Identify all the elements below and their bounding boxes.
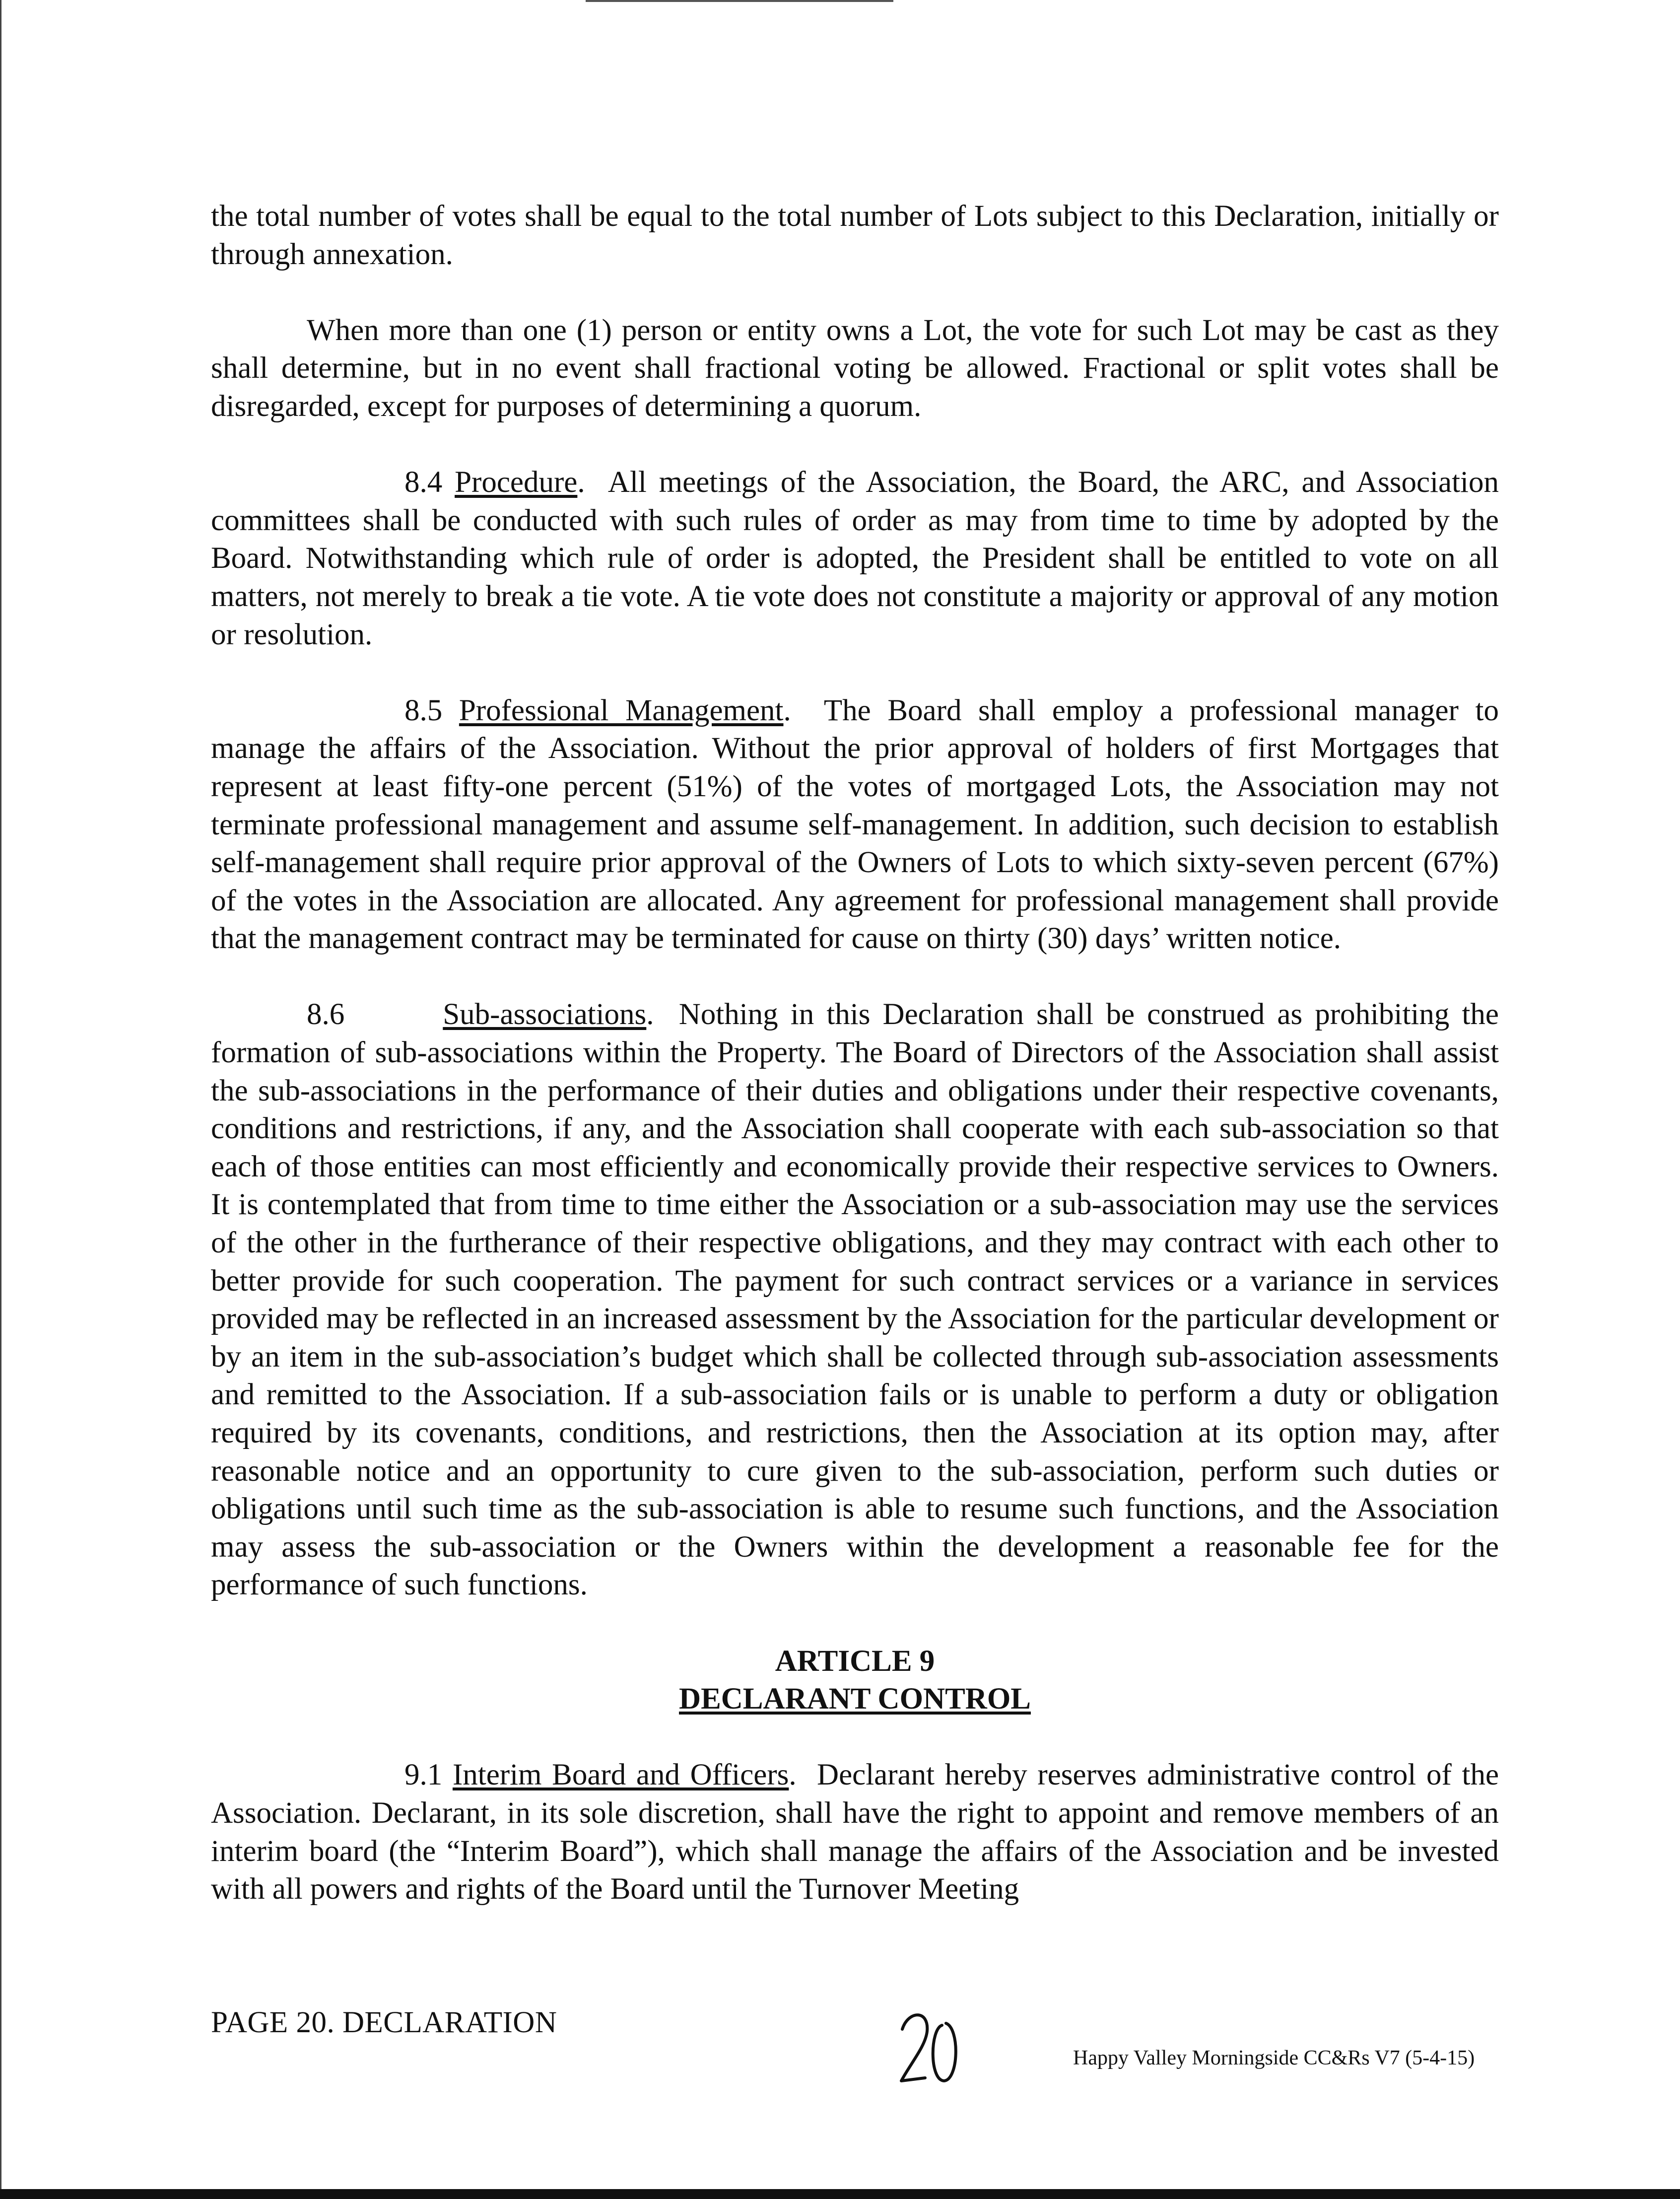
section-title: Sub-associations [443,998,647,1031]
section-body: The Board shall employ a professional manager to manage the affairs of the Association. Without the prior approval of holders of first Mortgages that represent at least fifty-one percent (51%) of the votes of mortgaged Lots, the Association may not terminate professional management and assume self-management. In addition, such decision to establish self-management shall require prior approval of the Owners of Lots to which sixty-seven percent (67%) of the votes in the Association are allocated. Any agreement for professional management shall provide that the management contract may be terminated for cause on thirty (30) days’ written notice. [211,693,1499,956]
scan-artifact-top [586,0,893,2]
section-number: 9.1 [404,1758,443,1792]
scan-edge-bottom [0,2189,1680,2199]
section-number: 8.6 [307,998,345,1031]
article-9-header [211,1643,1499,1718]
section-number: 8.5 [404,693,443,727]
section-8-6: 8.6 Sub-associations. Nothing in this Declaration shall be construed as prohibiting the formation of sub-associations within the Property. The Board of Directors of the Association shall assist the sub-associations in the performance of their duties and obligations under their respective covenants, conditions and restrictions, if any, and the Association shall cooperate with each sub-association so that each of those entities can most efficiently and economically provide their respective services to Owners. It is contemplated that from time to time either the Association or a sub-association may use the services of the other in the furtherance of their respective obligations, and they may contract with each other to better provide for such cooperation. The payment for such contract services or a variance in services provided may be reflected in an increased assessment by the Association for the particular development or by an item in the sub-association’s budget which shall be collected through sub-association assessments and remitted to the Association. If a sub-association fails or is unable to perform a duty or obligation required by its covenants, conditions, and restrictions, then the Association at its option may, after reasonable notice and an opportunity to cure given to the sub-association, perform such duties or obligations until such time as the sub-association is able to resume such functions, and the Association may assess the sub-association or the Owners within the development a reasonable fee for the performance of such functions. [211,998,1499,1602]
section-title: Interim Board and Officers [452,1758,789,1792]
scan-edge-left [0,0,1,2189]
footer-page-label: PAGE 20. DECLARATION [211,2006,557,2039]
section-8-5: 8.5 Professional Management. The Board shall employ a professional manager to manage the affairs of the Association. Without the prior approval of holders of first Mortgages that represent at least fifty-one percent (51%) of the votes of mortgaged Lots, the Association may not terminate professional management and assume self-management. In addition, such decision to establish self-management shall require prior approval of the Owners of Lots to which sixty-seven percent (67%) of the votes in the Association are allocated. Any agreement for professional management shall provide that the management contract may be terminated for cause on thirty (30) days’ written notice. [211,693,1499,956]
section-body: All meetings of the Association, the Board, the ARC, and Association committees shall be conducted with such rules of order as may from time to time by adopted by the Board. Notwithstanding which rule of order is adopted, the President shall be entitled to vote on all matters, not merely to break a tie vote. A tie vote does not constitute a majority or approval of any motion or resolution. [211,466,1499,651]
section-9-1: 9.1 Interim Board and Officers. Declarant hereby reserves administrative control of the Association. Declarant, in its sole discretion, shall have the right to appoint and remove members of an interim board (the “Interim Board”), which shall manage the affairs of the Association and be invested with all powers and rights of the Board until the Turnover Meeting [211,1758,1499,1906]
section-8-4: 8.4 Procedure. All meetings of the Association, the Board, the ARC, and Association committees shall be conducted with such rules of order as may from time to time by adopted by the Board. Notwithstanding which rule of order is adopted, the President shall be entitled to vote on all matters, not merely to break a tie vote. A tie vote does not constitute a majority or approval of any motion or resolution. [211,466,1499,651]
section-body: Declarant hereby reserves administrative control of the Association. Declarant, in its sole discretion, shall have the right to appoint and remove members of an interim board (the “Interim Board”), which shall manage the affairs of the Association and be invested with all powers and rights of the Board until the Turnover Meeting [211,1758,1499,1906]
handwritten-page-number [898,2005,963,2100]
article-label: ARTICLE 9 [775,1644,935,1678]
section-title: Procedure [455,466,578,499]
paragraph-fractional-voting: When more than one (1) person or entity owns a Lot, the vote for such Lot may be cast as they shall determine, but in no event shall fractional voting be allowed. Fractional or split votes shall be disregarded, except for purposes of determining a quorum. [211,313,1499,423]
paragraph-continuation: the total number of votes shall be equal to the total number of Lots subject to this Declaration, initially or through annexation. [211,200,1499,271]
document-body [211,198,1499,1946]
section-title: Professional Management [459,693,784,727]
section-body: Nothing in this Declaration shall be construed as prohibiting the formation of sub-associations within the Property. The Board of Directors of the Association shall assist the sub-associations in the performance of their duties and obligations under their respective covenants, conditions and restrictions, if any, and the Association shall cooperate with each sub-association so that each of those entities can most efficiently and economically provide their respective services to Owners. It is contemplated that from time to time either the Association or a sub-association may use the services of the other in the furtherance of their respective obligations, and they may contract with each other to better provide for such cooperation. The payment for such contract services or a variance in services provided may be reflected in an increased assessment by the Association for the particular development or by an item in the sub-association’s budget which shall be collected through sub-association assessments and remitted to the Association. If a sub-association fails or is unable to perform a duty or obligation required by its covenants, conditions, and restrictions, then the Association at its option may, after reasonable notice and an opportunity to cure given to the sub-association, perform such duties or obligations until such time as the sub-association is able to resume such functions, and the Association may assess the sub-association or the Owners within the development a reasonable fee for the performance of such functions. [211,998,1499,1602]
section-number: 8.4 [404,466,443,499]
article-heading: DECLARANT CONTROL [679,1682,1031,1716]
footer-document-reference: Happy Valley Morningside CC&Rs V7 (5-4-15) [1073,2047,1475,2069]
